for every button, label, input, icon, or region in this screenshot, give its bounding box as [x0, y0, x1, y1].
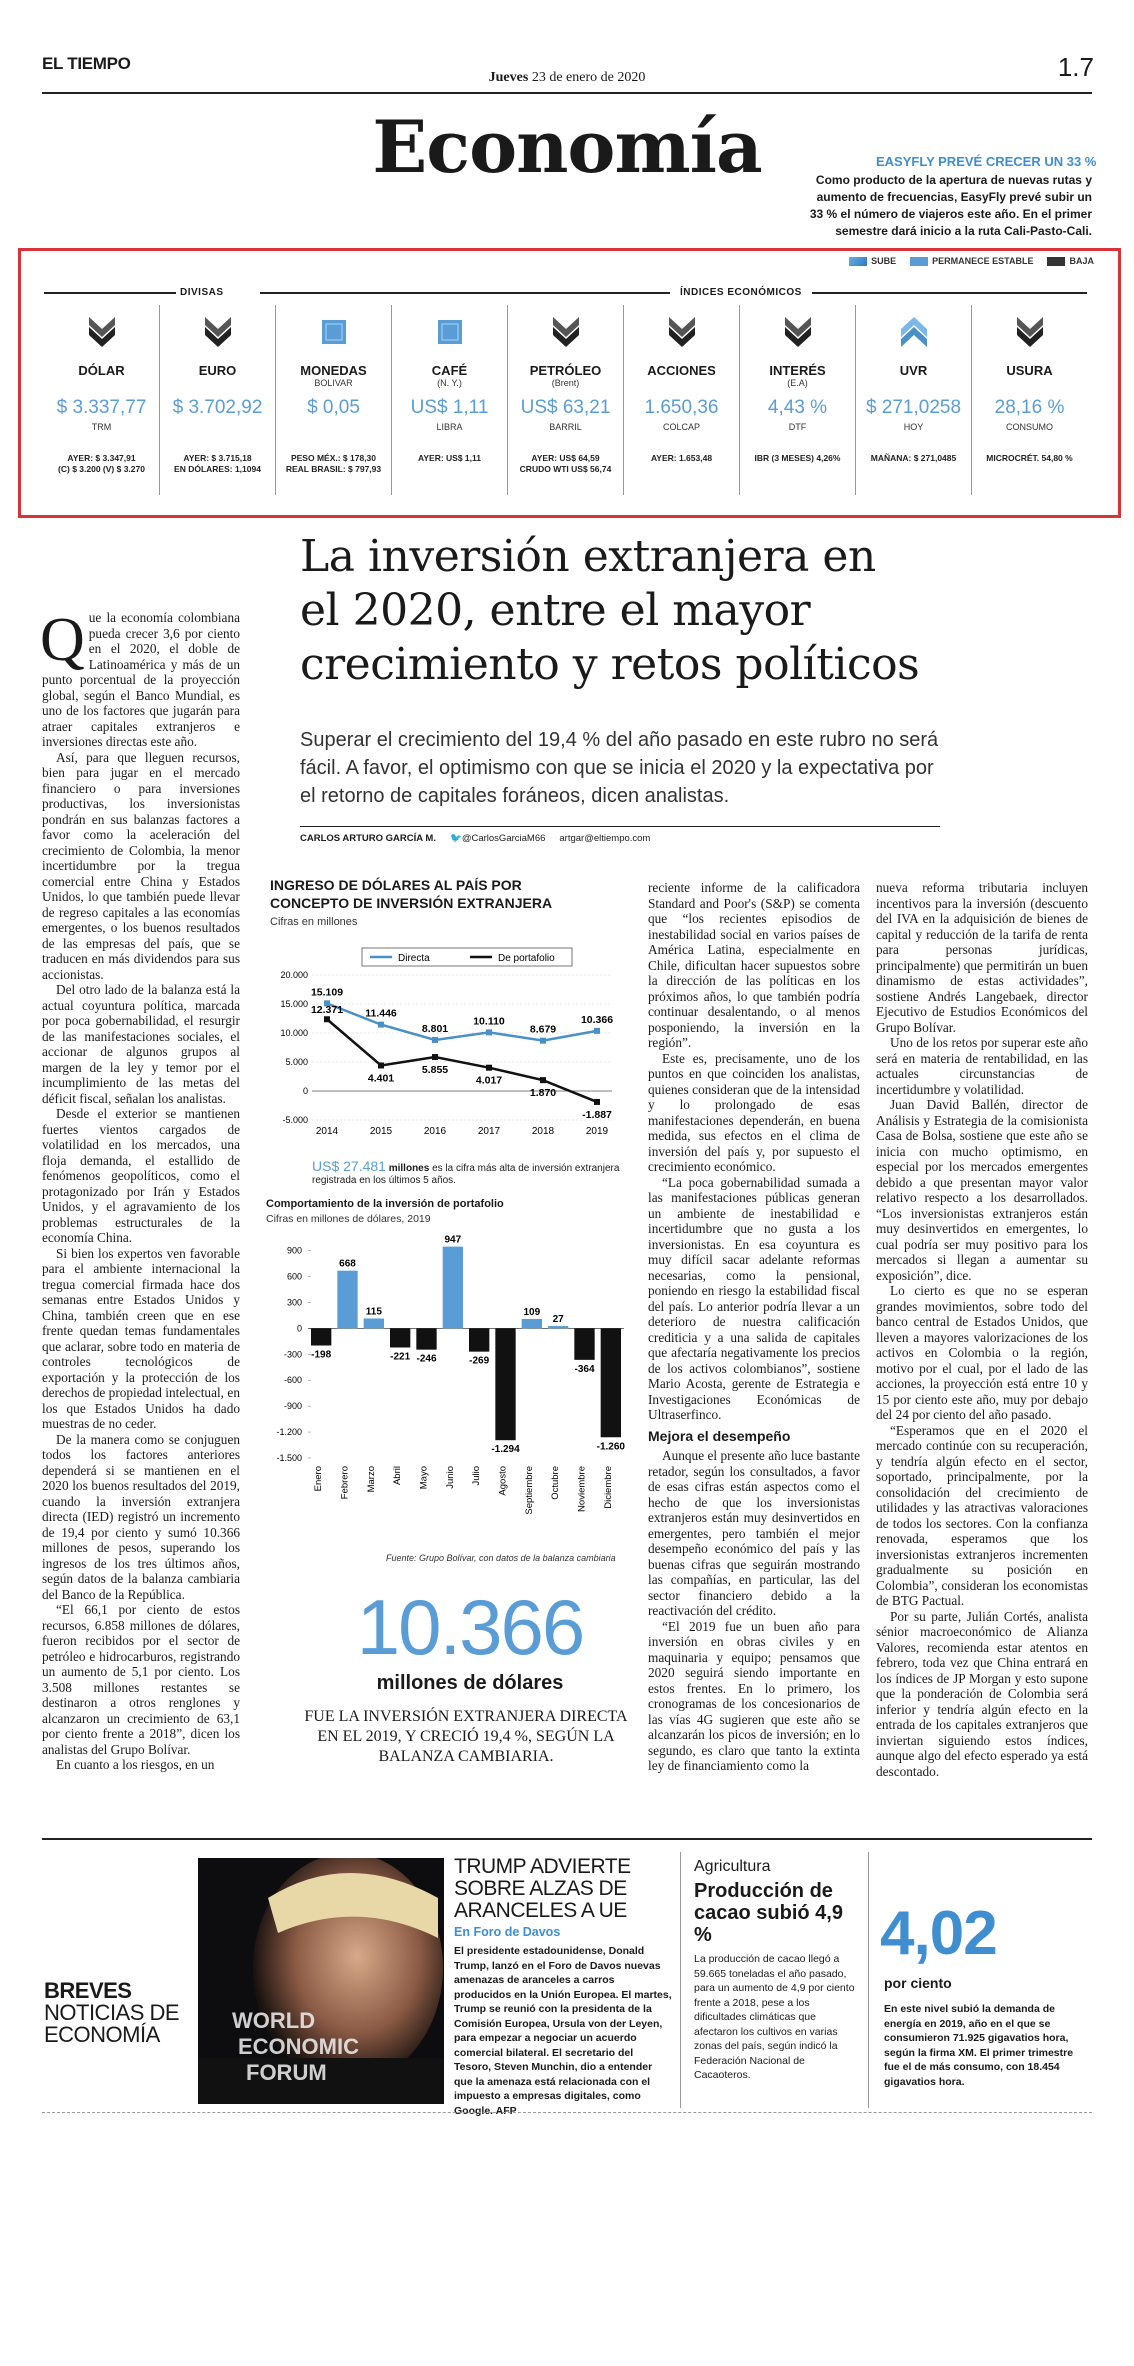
divisas-rule-right	[260, 292, 670, 294]
bar-octubre	[548, 1326, 568, 1328]
trump-davos-photo	[198, 1858, 444, 2104]
data-point	[324, 1016, 330, 1022]
y-tick-label: -600	[283, 1375, 302, 1386]
indicator-footnote: AYER: US$ 1,11	[418, 453, 481, 463]
bar-label: -364	[574, 1363, 595, 1375]
section-title: Economía	[372, 104, 762, 189]
masthead: EL TIEMPO	[42, 54, 131, 73]
bar-enero	[311, 1328, 331, 1345]
data-label: 11.446	[365, 1007, 397, 1020]
callout-text: FUE LA INVERSIÓN EXTRANJERA DIRECTA EN EL 2019, Y CRECIÓ 19,4 %, SEGÚN LA BALANZA CAMBIARIA.	[304, 1708, 628, 1765]
bottom-rule	[42, 2112, 1092, 2113]
agri-headline: Producción de cacao subió 4,9 %	[694, 1880, 843, 1946]
y-tick-label: -300	[283, 1349, 302, 1360]
x-tick-label: 2017	[477, 1126, 501, 1137]
indicator-petróleo	[508, 305, 624, 495]
data-point	[594, 1099, 600, 1105]
data-label: 10.366	[580, 1013, 614, 1026]
indicator-value: 4,43 %	[767, 397, 828, 418]
y-tick-label: -5.000	[282, 1115, 308, 1125]
indicator-footnote: PESO MÉX.: $ 178,30 REAL BRASIL: $ 797,93	[285, 453, 382, 474]
indicator-name: UVR	[899, 363, 928, 378]
indicator-name: INTERÉS	[769, 363, 826, 378]
paragraph: Del otro lado de la balanza está la actual coyuntura política, marcada por poca gobernabilidad, el resurgir de las manifestaciones sociales, el accionar de algunos grupos al margen de la ley y temor por el incumplimiento de las metas del déficit fiscal, señalan los analistas.	[42, 982, 240, 1106]
down-arrow-icon	[667, 315, 697, 349]
bar-label: -1.260	[596, 1441, 626, 1453]
paragraph: Este es, precisamente, uno de los puntos en que coinciden los analistas, quienes consideran que de la intensidad y lo prolongado de esas manifestaciones dependerán, en buena medida, sus efectos en el clima de inversión del país y, por supuesto el crecimiento económico.	[648, 1050, 860, 1174]
indicator-sub: BOLIVAR	[314, 378, 353, 388]
indicator-value: $ 0,05	[307, 397, 360, 418]
paragraph: reciente informe de la calificadora Standard and Poor's (S&P) se comenta que “los recientes episodios de inestabilidad social en varios países de América Latina, especialmente en Chile, dificultan hacer supuestos sobre la dirección de las políticas en los próximos años, lo que también podría continuar desalentando, o al menos posponiendo, la inversión en la región”.	[648, 880, 860, 1050]
x-tick-label: Octubre	[550, 1466, 562, 1500]
series-line-1	[327, 1019, 597, 1102]
paragraph: Por su parte, Julián Cortés, analista sénior macroeconómico de Alianza Valores, recomienda estar atentos en febrero, toda vez que China entrará en los índices de JP Morgan y esto supone que la ponderación de Colombia será inferior y tendría algún efecto en la entrada de los capitales extranjeros que inviertan siguiendo estos índices, aunque algo del efecto esperado ya está descontado.	[876, 1608, 1088, 1779]
indicator-footnote: AYER: US$ 64,59 CRUDO WTI US$ 56,74	[519, 453, 612, 474]
data-label: -1.887	[582, 1108, 612, 1121]
author-name: CARLOS ARTURO GARCÍA M.	[300, 833, 436, 844]
down-arrow-icon	[1015, 315, 1045, 349]
bar-label: -246	[416, 1353, 437, 1365]
indicators-row	[44, 305, 1087, 495]
data-label: 12.371	[310, 1004, 344, 1017]
bar-diciembre	[601, 1328, 621, 1437]
data-point	[378, 1062, 384, 1068]
indicator-unit: DTF	[788, 422, 807, 432]
data-point	[486, 1065, 492, 1071]
x-tick-label: Mayo	[418, 1466, 430, 1490]
bar-label: 27	[552, 1314, 564, 1326]
x-tick-label: Enero	[313, 1466, 325, 1492]
indicator-dólar	[44, 305, 160, 495]
stable-square-icon	[910, 257, 928, 266]
indicator-value: $ 3.702,92	[172, 397, 263, 418]
bar-junio	[443, 1247, 463, 1329]
stable-square-icon	[435, 315, 465, 349]
down-arrow-icon	[551, 315, 581, 349]
x-tick-label: Junio	[444, 1466, 456, 1489]
callout-number: 10.366	[356, 1583, 584, 1671]
y-tick-label: 15.000	[280, 999, 308, 1009]
article-deck: Superar el crecimiento del 19,4 % del año pasado en este rubro no será fácil. A favor, el optimismo con que se inicia el 2020 y la expectativa por el retorno de capitales foráneos, dicen analistas.	[300, 729, 939, 807]
investment-line-chart	[262, 930, 634, 1156]
x-tick-label: 2016	[423, 1126, 447, 1137]
chart2-subtitle: Cifras en millones de dólares, 2019	[266, 1213, 431, 1225]
subhead-mejora: Mejora el desempeño	[648, 1427, 791, 1444]
data-label: 4.017	[475, 1074, 503, 1087]
indicator-unit: TRM	[91, 422, 112, 432]
bar-marzo	[364, 1318, 384, 1328]
data-point	[540, 1077, 546, 1083]
byline	[300, 826, 940, 844]
legend-label-1: De portafolio	[498, 953, 555, 964]
paragraph: “El 2019 fue un buen año para inversión en obras civiles y en maquinaria y equipo; pensamos que 2020 seguirá siendo importante en estos frentes. En lo primero, los cronogramas de los concesionarios de las vías 4G sugieren que este año se alcanzarán los picos de inversión; en lo segundo, es claro que tanto la extinta ley de financiamiento como la	[648, 1618, 860, 1773]
bar-label: 668	[339, 1258, 356, 1270]
article-column-1	[40, 606, 240, 1773]
indicator-unit: CONSUMO	[1006, 422, 1053, 432]
breves-divider	[868, 1852, 869, 2108]
data-point	[486, 1029, 492, 1035]
indices-rule	[812, 292, 1087, 294]
energy-text: En este nivel subió la demanda de energía en 2019, año en el que se consumieron 71.925 gigavatios hora, según la firma XM. El primer trimestre fue el de más consumo, con 18.454 gigavatios hora.	[884, 2003, 1074, 2088]
bar-agosto	[495, 1328, 515, 1440]
y-tick-label: -1.500	[276, 1453, 302, 1463]
indicator-café	[392, 305, 508, 495]
article-column-4	[876, 880, 1088, 1779]
publication-date: Jueves 23 de enero de 2020	[488, 70, 646, 85]
trump-text: El presidente estadounidense, Donald Trump, lanzó en el Foro de Davos nuevas amenazas de aranceles a carros producidos en la Unión Europea. El martes, Trump se reunió con la presidenta de la Comisión Europea, Ursula von der Leyen, para empezar a negociar un acuerdo comercial bilateral. El secretario del Tesoro, Steven Munchin, dio a entender que la amenaza está relacionada con el impuesto a empresas digitales, como Google. AFP	[454, 1945, 672, 2117]
legend-stable: PERMANECE ESTABLE	[910, 256, 1033, 266]
callout-unit: millones de dólares	[376, 1672, 564, 1694]
bar-label: -221	[390, 1351, 411, 1363]
down-arrow-icon	[783, 315, 813, 349]
article-column-3	[648, 880, 860, 1774]
page-number: 1.7	[1057, 52, 1094, 82]
x-tick-label: Febrero	[339, 1466, 351, 1500]
twitter-bird-icon: 🐦	[449, 833, 462, 844]
stable-square-icon	[319, 315, 349, 349]
paragraph: Juan David Ballén, director de Análisis y Estrategia de la comisionista Casa de Bolsa, sostiene que este año se inicia con mucho optimismo, en especial por los mercados emergentes debido a que presentan mayor valor relativo respecto a los desarrollados. “Los inversionistas extranjeros están muy desinvertidos en emergentes, lo cual podría ser muy positivo para los mercados si llegan a aumentar su exposición”, dice.	[876, 1097, 1088, 1283]
indices-label: ÍNDICES ECONÓMICOS	[680, 287, 802, 298]
indicator-value: 1.650,36	[644, 397, 719, 418]
twitter-handle[interactable]: 🐦@CarlosGarciaM66	[449, 833, 546, 844]
indicator-footnote: IBR (3 MESES) 4,26%	[754, 453, 841, 463]
paragraph: Lo cierto es que no se esperan grandes movimientos, sobre todo del banco central de Estados Unidos, que lleven a mayores valorizaciones de los activos en Colombia o la región, motivo por el cual, por el lado de las acciones, la proyección está entre 10 y 15 por ciento este año, muy por debajo del 24 por ciento del año pasado.	[876, 1283, 1088, 1422]
x-tick-label: Septiembre	[523, 1466, 535, 1515]
paragraph: Uno de los retos por superar este año será en materia de rentabilidad, en las actuales circunstancias de incertidumbre y volatilidad.	[876, 1035, 1088, 1097]
paragraph: De la manera como se conjuguen todos los factores anteriores dependerá si se mantienen en el 2020 los buenos resultados del 2019, cuando la inversión extranjera directa (IED) registró un incremento de 19,4 por ciento y sumó 10.366 millones de pesos, superando los ingresos de los tres últimos años, según datos de la balanza cambiaria del Banco de la República.	[42, 1431, 240, 1602]
bar-julio	[469, 1328, 489, 1351]
chart1-title: INGRESO DE DÓLARES AL PAÍS POR CONCEPTO DE INVERSIÓN EXTRANJERA	[270, 877, 553, 911]
bar-febrero	[337, 1271, 357, 1329]
indicator-footnote: MAÑANA: $ 271,0485	[870, 453, 957, 463]
x-tick-label: Diciembre	[602, 1466, 614, 1509]
indicator-interés	[740, 305, 856, 495]
indicator-footnote: AYER: $ 3.347,91 (C) $ 3.200 (V) $ 3.270	[58, 453, 145, 474]
paragraph: “Esperamos que en el 2020 el mercado continúe con su recuperación, y tendría algún efecto en el sector, soportado, principalmente, por la consolidación del crecimiento de utilidades y las atractivas valoraciones de todos los sectores. Con la confianza renovada, esperamos que los inversionistas extranjeros incrementen gradualmente su posición en Colombia”, consideran los economistas de BTG Pactual.	[876, 1422, 1088, 1608]
bar-label: 947	[444, 1234, 462, 1246]
chart2-title: Comportamiento de la inversión de portafolio	[266, 1198, 504, 1210]
chart2-source: Fuente: Grupo Bolívar, con datos de la balanza cambiaria	[386, 1553, 616, 1563]
legend-down: BAJA	[1047, 256, 1094, 266]
down-arrow-icon	[1047, 257, 1065, 266]
trump-kicker: En Foro de Davos	[454, 1925, 561, 1939]
bar-septiembre	[522, 1319, 542, 1328]
article-headline: La inversión extranjera en el 2020, entre el mayor crecimiento y retos políticos	[300, 531, 920, 690]
down-arrow-icon	[87, 315, 117, 349]
paragraph: ue la economía colombiana pueda crecer 3,6 por ciento en el 2020, el doble de Latinoamérica y más de un punto porcentual de la proyección global, según el Banco Mundial, es uno de los factores que jugarán para atraer capitales extranjeros e inversiones directas este año.	[42, 610, 240, 749]
indicator-monedas	[276, 305, 392, 495]
indicator-value: $ 3.337,77	[56, 397, 147, 418]
y-tick-label: 0	[302, 1086, 308, 1096]
up-arrow-icon	[899, 315, 929, 349]
x-tick-label: 2014	[315, 1126, 339, 1137]
bar-abril	[390, 1328, 410, 1347]
data-point	[540, 1038, 546, 1044]
divisas-label: DIVISAS	[180, 287, 224, 298]
y-tick-label: 5.000	[285, 1057, 308, 1067]
y-tick-label: 10.000	[280, 1028, 308, 1038]
promo-text: Como producto de la apertura de nuevas rutas y aumento de frecuencias, EasyFly prevé subir un 33 % el número de viajeros este año. En el primer semestre dará inicio a la ruta Cali-Pasto-Cali.	[809, 173, 1092, 238]
x-tick-label: Julio	[471, 1466, 483, 1486]
y-tick-label: 600	[286, 1271, 302, 1282]
indicator-uvr	[856, 305, 972, 495]
chart1-subtitle: Cifras en millones	[270, 916, 358, 928]
promo-title: EASYFLY PREVÉ CRECER UN 33 %	[876, 154, 1097, 169]
indicator-sub: (N. Y.)	[437, 378, 462, 388]
y-tick-label: -900	[283, 1401, 302, 1412]
indicator-name: DÓLAR	[78, 363, 125, 378]
bar-label: 109	[523, 1306, 541, 1318]
x-tick-label: 2019	[585, 1126, 609, 1137]
indicator-value: $ 271,0258	[865, 397, 962, 418]
indicator-name: PETRÓLEO	[529, 363, 602, 378]
indicators-legend	[849, 256, 1094, 266]
indicator-footnote: MICROCRÉT. 54,80 %	[986, 453, 1073, 463]
indicator-acciones	[624, 305, 740, 495]
data-point	[594, 1028, 600, 1034]
y-tick-label: -1.200	[276, 1427, 302, 1438]
paragraph: “El 66,1 por ciento de estos recursos, 6.858 millones de dólares, fueron recibidos por el sector de petróleo e hidrocarburos, registrando un aumento de 5,1 por ciento. Los 3.508 millones restantes se destinaron a otros renglones y alcanzaron un crecimiento de 63,1 por ciento frente a 2018”, dicen los analistas del Grupo Bolívar.	[42, 1602, 240, 1757]
x-tick-label: Marzo	[365, 1466, 377, 1493]
data-label: 8.679	[529, 1023, 557, 1036]
y-tick-label: 900	[286, 1245, 302, 1256]
indicator-footnote: AYER: $ 3.715,18 EN DÓLARES: 1,1094	[174, 453, 261, 474]
divisas-rule-left	[44, 292, 176, 294]
indicator-footnote: AYER: 1.653,48	[650, 453, 713, 463]
breves-divider	[680, 1852, 681, 2108]
energy-big-number: 4,02	[880, 1899, 997, 1968]
trump-headline: TRUMP ADVIERTE SOBRE ALZAS DE ARANCELES A UE	[454, 1855, 631, 1922]
paragraph: Si bien los expertos ven favorable para el ambiente internacional la tregua comercial firmada hace dos semanas entre Estados Unidos y China, también creen que en ese frente quedan temas fundamentales que aclarar, sobre todo en materia de controles tecnológicos de exportación y la protección de los derechos de propiedad intelectual, en los que Estados Unidos ha dado muestras de no ceder.	[42, 1245, 240, 1431]
bar-noviembre	[574, 1328, 594, 1359]
data-label: 4.401	[367, 1072, 395, 1085]
bar-label: -269	[469, 1355, 490, 1367]
data-label: 10.110	[473, 1015, 505, 1028]
y-tick-label: 300	[286, 1297, 302, 1308]
data-label: 15.109	[310, 986, 344, 999]
drop-cap: Q	[40, 606, 85, 674]
x-tick-label: Agosto	[497, 1466, 509, 1496]
bar-label: -1.294	[491, 1444, 520, 1456]
indicator-value: 28,16 %	[994, 397, 1065, 418]
indicator-unit: COLCAP	[662, 422, 700, 432]
indicator-name: USURA	[1006, 363, 1053, 378]
photo-caption: WORLD ECONOMIC FORUM	[232, 2008, 359, 2085]
agri-kicker: Agricultura	[694, 1858, 771, 1875]
indicator-name: CAFÉ	[431, 363, 468, 378]
down-arrow-icon	[203, 315, 233, 349]
indicator-value: US$ 63,21	[520, 397, 611, 418]
x-tick-label: Noviembre	[576, 1466, 588, 1512]
data-point	[432, 1054, 438, 1060]
data-point	[378, 1022, 384, 1028]
energy-unit: por ciento	[884, 1975, 952, 1991]
data-label: 8.801	[421, 1022, 449, 1035]
y-tick-label: 0	[296, 1323, 302, 1334]
x-tick-label: Abril	[392, 1466, 404, 1486]
indicator-usura	[972, 305, 1087, 495]
up-arrow-icon	[849, 257, 867, 266]
portfolio-bar-chart	[262, 1226, 634, 1546]
bar-label: 115	[365, 1306, 382, 1318]
breves-title: BREVES NOTICIAS DE ECONOMÍA	[44, 1978, 180, 2047]
paragraph: “La poca gobernabilidad sumada a las manifestaciones públicas generan un ambiente de inestabilidad e incertidumbre que no gusta a los inversionistas. En esa coyuntura es muy difícil sacar adelante reformas necesarias, como la pensional, poniendo en riesgo la estabilidad fiscal del país. Lo anterior podría llevar a un deterioro de nuestra calificación crediticia y a una salida de capitales que afectaría negativamente los precios de los activos colombianos”, sostiene Mario Acosta, gerente de Estrategia e Investigaciones Económicas de Ultraserfinco.	[648, 1174, 860, 1422]
chart1-note: US$ 27.481 millones es la cifra más alta de inversión extranjera registrada en los últimos 5 años.	[312, 1158, 620, 1186]
indicator-value: US$ 1,11	[410, 397, 489, 418]
x-tick-label: 2015	[369, 1126, 393, 1137]
paragraph: En cuanto a los riesgos, en un	[56, 1757, 215, 1772]
paragraph: nueva reforma tributaria incluyen incentivos para la inversión (descuento del IVA en la adquisición de bienes de capital y reducción de la tarifa de renta para personas jurídicas, principalmente) que permitirán un buen dinamismo de estas actividades”, sostiene Andrés Langebaek, director Ejecutivo de Estudios Económicos del Grupo Bolívar.	[876, 880, 1088, 1035]
bar-label: -198	[311, 1349, 332, 1361]
agri-text: La producción de cacao llegó a 59.665 toneladas el año pasado, para un aumento de 4,9 por ciento frente a 2018, pese a los dificultades climáticas que afectaron los cultivos en varias zonas del país, según indicó la Federación Nacional de Cacaoteros.	[694, 1953, 855, 2081]
data-label: 5.855	[421, 1064, 449, 1077]
y-tick-label: 20.000	[280, 970, 308, 980]
paragraph: Así, para que lleguen recursos, bien para jugar en el mercado financiero o para inversiones productivas, los inversionistas pondrán en sus balanzas factores a favor como la aceleración del crecimiento de Colombia, la menor incertidumbre por la tregua comercial entre China y Estados Unidos, lo que también puede llevar de regreso capitales a las economías emergentes, o los buenos resultados de las empresas del país, que se traducen en más dividendos para sus accionistas.	[42, 749, 240, 982]
paragraph: Desde el exterior se mantienen fuertes vientos cargados de volatilidad en los mercados, una floja demanda, el estallido de fenómenos geopolíticos, como el protagonizado por Irán y Estados Unidos, y el agravamiento de los problemas estructurales de la economía China.	[42, 1106, 240, 1245]
x-tick-label: 2018	[531, 1126, 555, 1137]
indicator-unit: BARRIL	[549, 422, 582, 432]
paragraph: Aunque el presente año luce bastante retador, según los consultados, a favor de esas cifras están aspectos como el hecho de que los inversionistas extranjeros están muy desinvertidos en emergentes, pero también el mejor desempeño económico del país y las buenas cifras que seguirán mostrando las compañías, en particular, las del sector financiero debido a la reactivación del crédito.	[648, 1448, 860, 1618]
legend-up: SUBE	[849, 256, 896, 266]
legend-label-0: Directa	[398, 953, 430, 964]
data-label: 1.870	[529, 1087, 557, 1100]
data-point	[432, 1037, 438, 1043]
author-email[interactable]: artgar@eltiempo.com	[559, 833, 651, 844]
indicator-unit: HOY	[903, 422, 924, 432]
breves-rule	[42, 1838, 1092, 1840]
bar-mayo	[416, 1328, 436, 1349]
indicator-unit: LIBRA	[436, 422, 463, 432]
indicator-sub: (E.A)	[787, 378, 808, 388]
header-rule	[42, 92, 1092, 94]
indicator-sub: (Brent)	[551, 378, 580, 388]
indicator-name: MONEDAS	[300, 363, 367, 378]
indicator-name: ACCIONES	[647, 363, 716, 378]
indicator-name: EURO	[198, 363, 237, 378]
indicator-euro	[160, 305, 276, 495]
